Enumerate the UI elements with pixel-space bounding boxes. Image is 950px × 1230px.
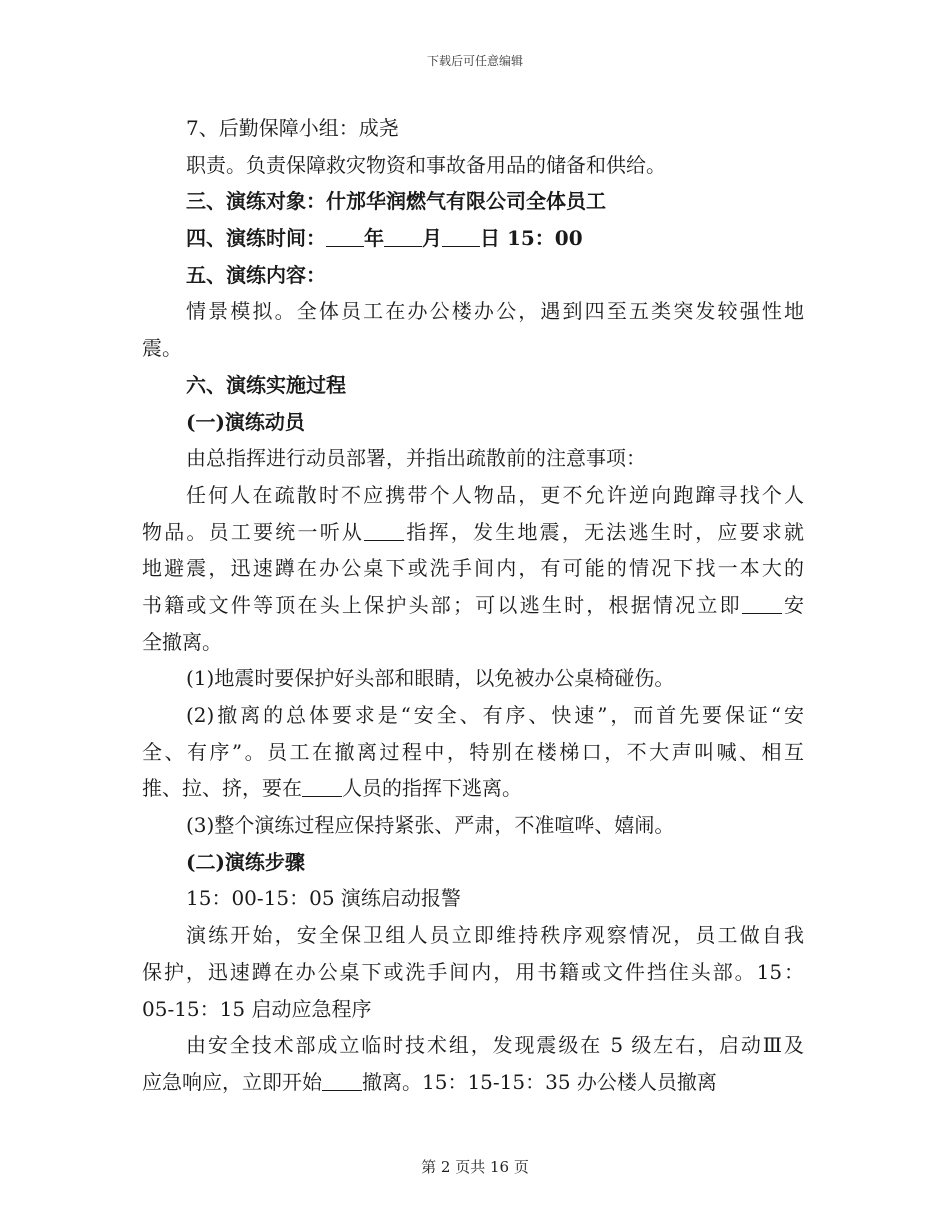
paragraph-logistics-duty: 职责。负责保障救灾物资和事故备用品的储备和供给。 [186, 152, 666, 177]
rules-4-end: 安 [781, 592, 805, 617]
heading-drill-target: 三、演练对象：什邡华润燃气有限公司全体员工 [186, 189, 606, 214]
blank-year [326, 226, 364, 247]
item-2-end-start: 推、拉、挤，要在 [142, 776, 302, 801]
rules-4-start: 书籍或文件等顶在头上保护头部；可以逃生时，根据情况立即 [142, 592, 742, 617]
paragraph-scenario: 情景模拟。全体员工在办公楼办公，遇到四至五类突发较强性地 [186, 299, 804, 324]
month-label: 月 [422, 226, 442, 251]
page-footer: 第 2 页共 16 页 [421, 1158, 529, 1176]
blank-evacuate-start [322, 1070, 362, 1091]
paragraph-mobilization: 由总指挥进行动员部署，并指出疏散前的注意事项： [186, 446, 646, 471]
heading-mobilization: (一)演练动员 [186, 409, 305, 434]
step-alarm-time: 15：00-15：05 演练启动报警 [186, 886, 461, 911]
paragraph-rules-2 [142, 514, 804, 551]
emergency-cont-start: 应急响应，立即开始 [142, 1069, 322, 1094]
rules-2-start: 物品。员工要统一听从 [142, 519, 365, 544]
paragraph-item-1: (1)地震时要保护好头部和眼睛，以免被办公桌椅碰伤。 [186, 666, 675, 691]
paragraph-step-emergency-cont [142, 1064, 804, 1101]
blank-command [364, 520, 404, 541]
step-emergency-time: 05-15：15 启动应急程序 [142, 996, 372, 1021]
paragraph-scenario-end: 震。 [142, 336, 182, 361]
heading-drill-process: 六、演练实施过程 [186, 372, 346, 397]
blank-personnel [302, 776, 342, 797]
paragraph-rules-3: 地避震，迅速蹲在办公桌下或洗手间内，有可能的情况下找一本大的 [142, 556, 804, 581]
paragraph-rules-4 [142, 587, 804, 624]
paragraph-item-2-cont: 全、有序”。员工在撤离过程中，特别在楼梯口，不大声叫喊、相互 [142, 739, 804, 764]
drill-time-label: 四、演练时间： [186, 226, 326, 251]
blank-day [442, 226, 480, 247]
paragraph-rules-5: 全撤离。 [142, 629, 222, 654]
heading-drill-content: 五、演练内容： [186, 262, 326, 287]
paragraph-step-emergency: 由安全技术部成立临时技术组，发现震级在 5 级左右，启动Ⅲ及 [186, 1033, 804, 1058]
paragraph-step-alarm: 演练开始，安全保卫组人员立即维持秩序观察情况，员工做自我 [186, 923, 804, 948]
heading-drill-steps: (二)演练步骤 [186, 849, 305, 874]
document-body [142, 110, 804, 1101]
rules-2-end: 指挥，发生地震，无法逃生时，应要求就 [404, 519, 805, 544]
day-time-label: 日 15：00 [480, 226, 583, 251]
paragraph-rules-1: 任何人在疏散时不应携带个人物品，更不允许逆向跑蹿寻找个人 [186, 482, 804, 507]
item-2-end-end: 人员的指挥下逃离。 [342, 776, 522, 801]
emergency-cont-end: 撤离。15：15-15：35 办公楼人员撤离 [362, 1069, 717, 1094]
page-header: 下载后可任意编辑 [426, 54, 523, 68]
paragraph-item-2: (2)撤离的总体要求是“安全、有序、快速”，而首先要保证“安 [186, 703, 804, 727]
blank-evacuation [742, 593, 782, 614]
paragraph-logistics-team: 7、后勤保障小组：成尧 [186, 116, 399, 140]
heading-drill-time [142, 220, 804, 257]
blank-month [384, 226, 422, 247]
paragraph-item-3: (3)整个演练过程应保持紧张、严肃，不准喧哗、嬉闹。 [186, 813, 675, 838]
paragraph-step-alarm-cont: 保护，迅速蹲在办公桌下或洗手间内，用书籍或文件挡住头部。15： [142, 959, 804, 984]
paragraph-item-2-end [142, 770, 804, 807]
year-label: 年 [364, 226, 384, 251]
